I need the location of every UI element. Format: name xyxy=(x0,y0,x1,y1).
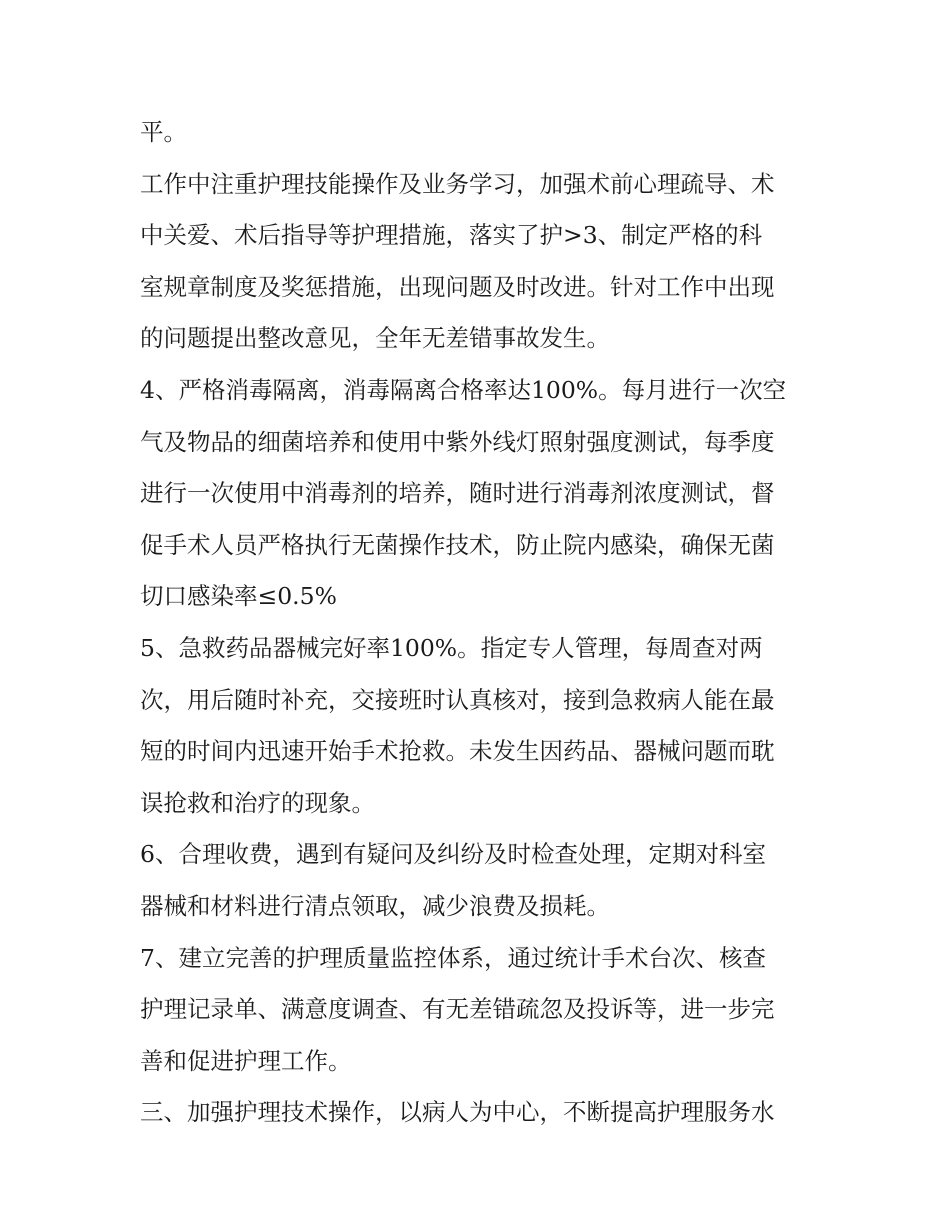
text-line-14: 误抢救和治疗的现象。 xyxy=(140,788,375,817)
text-line-17: 7、建立完善的护理质量监控体系，通过统计手术台次、核查 xyxy=(140,943,766,972)
text-line-12: 次，用后随时补充，交接班时认真核对，接到急救病人能在最 xyxy=(140,685,775,714)
text-line-1: 平。 xyxy=(140,118,187,146)
text-line-9: 促手术人员严格执行无菌操作技术，防止院内感染，确保无菌 xyxy=(140,530,775,559)
text-line-19: 善和促进护理工作。 xyxy=(140,1046,352,1075)
text-line-15: 6、合理收费，遇到有疑问及纠纷及时检查处理，定期对科室 xyxy=(140,840,766,869)
text-line-7: 气及物品的细菌培养和使用中紫外线灯照射强度测试，每季度 xyxy=(140,427,775,456)
text-line-8: 进行一次使用中消毒剂的培养，随时进行消毒剂浓度测试，督 xyxy=(140,479,775,508)
text-line-6: 4、严格消毒隔离，消毒隔离合格率达100%。每月进行一次空 xyxy=(140,375,787,404)
text-line-13: 短的时间内迅速开始手术抢救。未发生因药品、器械问题而耽 xyxy=(140,737,775,766)
text-line-3: 中关爱、术后指导等护理措施，落实了护>3、制定严格的科 xyxy=(140,221,763,250)
text-line-2: 工作中注重护理技能操作及业务学习，加强术前心理疏导、术 xyxy=(140,169,775,198)
text-line-10: 切口感染率≤0.5% xyxy=(140,582,337,611)
document-body xyxy=(140,107,820,1139)
text-line-11: 5、急救药品器械完好率100%。指定专人管理，每周查对两 xyxy=(140,633,763,662)
text-line-16: 器械和材料进行清点领取，减少浪费及损耗。 xyxy=(140,891,610,920)
text-line-4: 室规章制度及奖惩措施，出现问题及时改进。针对工作中出现 xyxy=(140,272,775,301)
text-line-20: 三、加强护理技术操作，以病人为中心，不断提高护理服务水 xyxy=(140,1098,775,1127)
text-line-18: 护理记录单、满意度调查、有无差错疏忽及投诉等，进一步完 xyxy=(140,995,775,1024)
text-line-5: 的问题提出整改意见，全年无差错事故发生。 xyxy=(140,324,610,353)
